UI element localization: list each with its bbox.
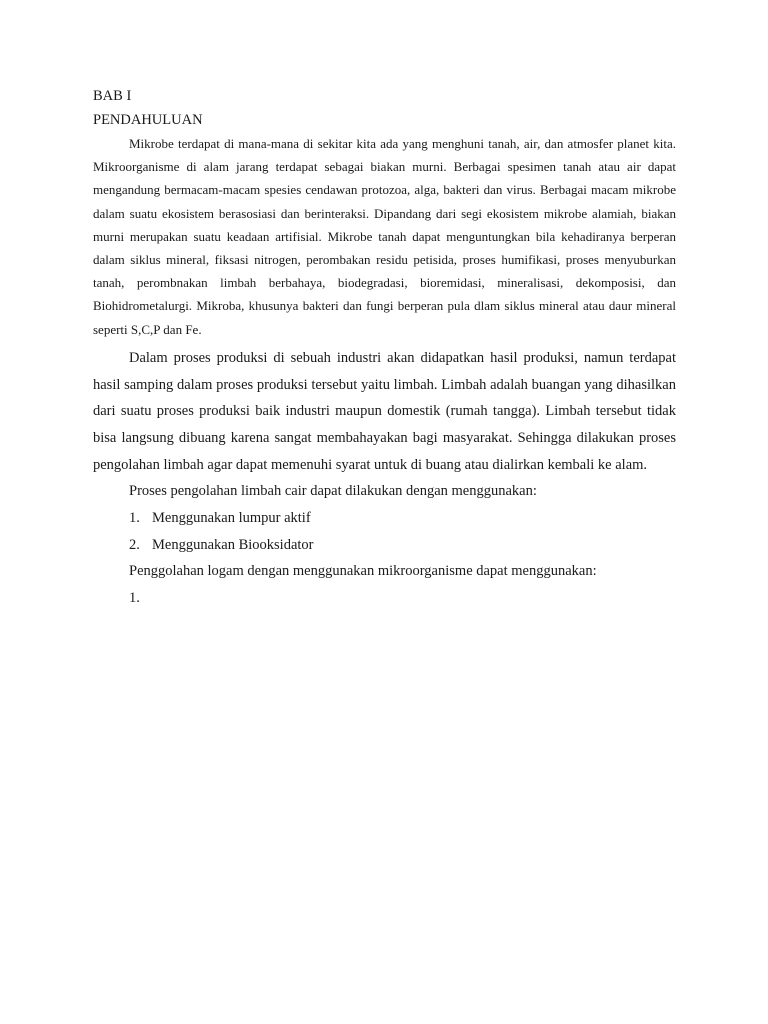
- paragraph-industrial-waste: Dalam proses produksi di sebuah industri akan didapatkan hasil produksi, namun terdapat hasil samping dalam proses produksi tersebut yaitu limbah. Limbah adalah buangan yang dihasilkan dari suatu proses produksi baik industri maupun domestik (rumah tangga). Limbah tersebut tidak bisa langsung dibuang karena sangat membahayakan bagi masyarakat. Sehingga dilakukan proses pengolahan limbah agar dapat memenuhi syarat untuk di buang atau dialirkan kembali ke alam.: [93, 349, 676, 473]
- list-item: [93, 505, 676, 532]
- list-number: 1.: [129, 510, 140, 527]
- section-title: PENDAHULUAN: [93, 112, 203, 128]
- list-number: 1.: [129, 590, 140, 607]
- list-text: Menggunakan lumpur aktif: [152, 510, 311, 527]
- paragraph-microbes: Mikrobe terdapat di mana-mana di sekitar kita ada yang menghuni tanah, air, dan atmosfer planet kita. Mikroorganisme di alam jarang terdapat sebagai biakan murni. Berbagai spesimen tanah atau air dapat mengandung bermacam-macam spesies cendawan protozoa, alga, bakteri dan virus. Berbagai macam mikrobe dalam suatu ekosistem berasosiasi dan berinteraksi. Dipandang dari segi ekosistem mikrobe alamiah, biakan murni merupakan suatu keadaan artifisial. Mikrobe tanah dapat menguntungkan bila kehadiranya berperan dalam siklus mineral, fiksasi nitrogen, perombakan residu petisida, proses humifikasi, proses menyuburkan tanah, perombnakan limbah berbahaya, biodegradasi, bioremidasi, mineralisasi, dekomposisi, dan Biohidrometalurgi. Mikroba, khusunya bakteri dan fungi berperan pula dlam siklus mineral atau daur mineral seperti S,C,P dan Fe.: [93, 136, 676, 337]
- list-item: [93, 532, 676, 559]
- paragraph-metal-processing-intro: Penggolahan logam dengan menggunakan mikroorganisme dapat menggunakan:: [129, 563, 597, 580]
- list-number: 2.: [129, 536, 140, 553]
- metal-processing-methods-list: [93, 585, 676, 612]
- list-text: Menggunakan Biooksidator: [152, 536, 314, 553]
- document-page: [93, 84, 676, 612]
- chapter-label: BAB I: [93, 88, 132, 104]
- paragraph-liquid-waste-intro: Proses pengolahan limbah cair dapat dilakukan dengan menggunakan:: [129, 483, 537, 500]
- liquid-waste-methods-list: [93, 505, 676, 558]
- list-item: [93, 585, 676, 612]
